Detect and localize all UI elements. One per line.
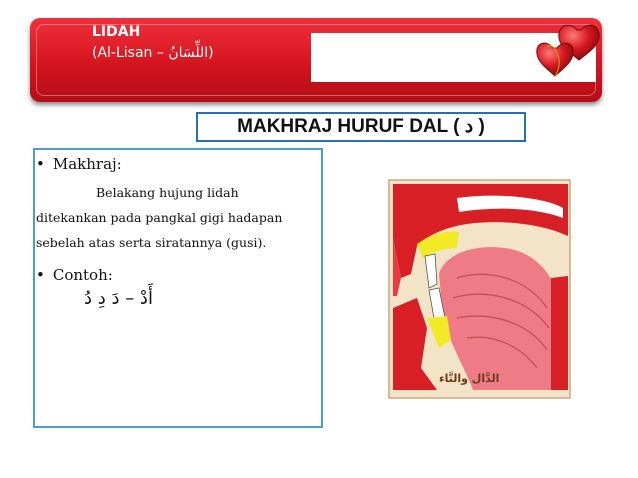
contoh-label: Contoh: [52, 266, 113, 284]
makhraj-line-1: Belakang hujung lidah [96, 185, 239, 200]
mouth-diagram-image [387, 178, 572, 400]
hearts-icon [535, 22, 603, 88]
contoh-example: أَدْ – دَ دِ دُ [84, 288, 153, 309]
makhraj-line-3: sebelah atas serta siratannya (gusi). [36, 235, 267, 250]
makhraj-label: Makhraj: [52, 155, 122, 173]
contoh-row [36, 265, 113, 284]
bullet-icon: • [36, 155, 45, 173]
banner-subtitle: (Al-Lisan – اللِّسَانُ) [92, 45, 214, 61]
section-title: MAKHRAJ HURUF DAL ( د ) [196, 112, 526, 142]
illustration-caption: الدَّال والتَّاء [439, 372, 500, 385]
makhraj-line-2: ditekankan pada pangkal gigi hadapan [36, 210, 283, 225]
makhraj-row [36, 154, 122, 173]
bullet-icon: • [36, 266, 45, 284]
banner-title: LIDAH [92, 24, 141, 40]
